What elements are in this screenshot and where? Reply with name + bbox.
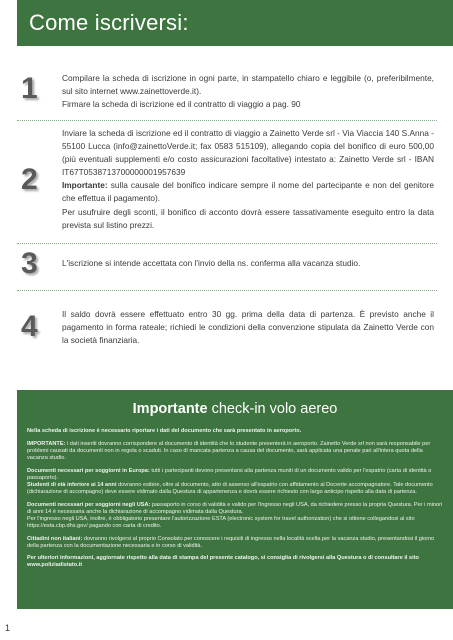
step-1 (17, 70, 453, 120)
infobox-title: Importante check-in volo aereo (132, 401, 338, 417)
step-text (62, 308, 434, 347)
step-3 (17, 247, 453, 287)
step-paragraph: L'iscrizione si intende accettata con l'invio della ns. conferma alla vacanza studio. (62, 258, 361, 268)
infobox-paragraph: IMPORTANTE: i dati inseriti dovranno corrispondere al documento di identità che lo studente presenterà in aeroporto. Zainetto Verde srl non sarà responsabile per problemi causati da documenti non in regola o scaduti. In caso di mancata partenza a causa del documento, sarà applicata una penale pari all'intera quota della vacanza studio. (27, 441, 431, 462)
important-label: Importante: (62, 180, 108, 191)
infobox-paragraph: Per ulteriori informazioni, aggiornate rispetto alla data di stampa del presente catalogo, si consiglia di rivolgersi alla Questura o di consultare il sito www.poliziadistato.it (27, 555, 419, 569)
step-number: 2 (21, 163, 38, 196)
infobox-paragraph: Cittadini non italiani: dovranno rivolgersi al proprio Consolato per conoscere i requisiti di ingresso nella località scelta per la vacanza studio, presentandosi il giorno della partenza con la documentazione necessaria e in corso di validità. (27, 535, 435, 549)
step-text (62, 257, 434, 270)
step-paragraph: Inviare la scheda di iscrizione ed il contratto di viaggio a Zainetto Verde srl - Via Viaccia 140 S.Anna - 55100 Lucca (info@zainettoVerde.it; fax 0583 515109), allegando copia del bonifico di euro 500,00 (più eventuali supplementi e/o costo assicurazioni facoltative) intestato a: Zainetto Verde srl - IBAN IT67T0538713700000001957639 (62, 128, 434, 178)
step-text (62, 72, 434, 111)
step-paragraph: Compilare la scheda di iscrizione in ogni parte, in stampatello chiaro e leggibile (o, preferibilmente, sul sito internet www.zainettoverde.it). (62, 73, 434, 97)
divider (17, 120, 437, 121)
infobox-body (27, 428, 445, 575)
page-header (17, 0, 453, 46)
step-paragraph: Il saldo dovrà essere effettuato entro 30 gg. prima della data di partenza. È previsto anche il pagamento in forma rateale; richiedi le condizioni della convenzione stipulata da Zainetto Verde con la società finanziaria. (62, 309, 434, 346)
step-paragraph: Per usufruire degli sconti, il bonifico di acconto dovrà essere tassativamente eseguito entro la data prevista sul listino prezzi. (62, 206, 434, 230)
step-number: 3 (21, 247, 38, 280)
page-number: 1 (5, 623, 11, 633)
step-number: 1 (21, 72, 38, 105)
infobox-paragraph: Documenti necessari per soggiorni in Europa: tutti i partecipanti devono presentarsi alla partenza muniti di un documento valido per l'espatrio (carta di identità o passaporto). Studenti di età inferiore ai 14 anni dovranno esibire, oltre al documento, atto di assenso all'espatrio con affidamento al Docente accompagnatore. Tale documento (dichiarazione di accompagno) deve essere vidimato dalla Questura di appartenenza e dovrà essere richiesto con largo anticipo rispetto alla data di partenza. (27, 467, 433, 496)
step-text (62, 127, 434, 232)
step-number: 4 (21, 310, 38, 343)
step-4 (17, 296, 453, 356)
infobox-lead: Nella scheda di iscrizione è necessario riportare i dati del documento che sarà presentato in aeroporto. (27, 428, 302, 434)
infobox-paragraph: Documenti necessari per soggiorni negli USA: passaporto in corso di validità e valido per l'ingresso negli USA, da richiedere presso la propria Questura. Per i minori di anni 14 è necessaria anche la dichiarazione di accompagno vidimata dalla Questura. Per l'ingresso negli USA, inoltre, è obbligatorio presentare l'autorizzazione ESTA (electronic system for travel authorization) che si ottiene collegandosi al sito https://esta.cbp.dhs.gov/ pagando con carta di credito. (27, 501, 443, 530)
step-paragraph: Importante: sulla causale del bonifico indicare sempre il nome del partecipante e non del genitore che effettua il pagamento). (62, 180, 434, 204)
page-title: Come iscriversi: (29, 10, 189, 35)
checkin-info-box (17, 390, 453, 609)
divider (17, 290, 437, 291)
step-paragraph: Firmare la scheda di iscrizione ed il contratto di viaggio a pag. 90 (62, 99, 301, 110)
step-2 (17, 125, 453, 240)
divider (17, 243, 437, 244)
